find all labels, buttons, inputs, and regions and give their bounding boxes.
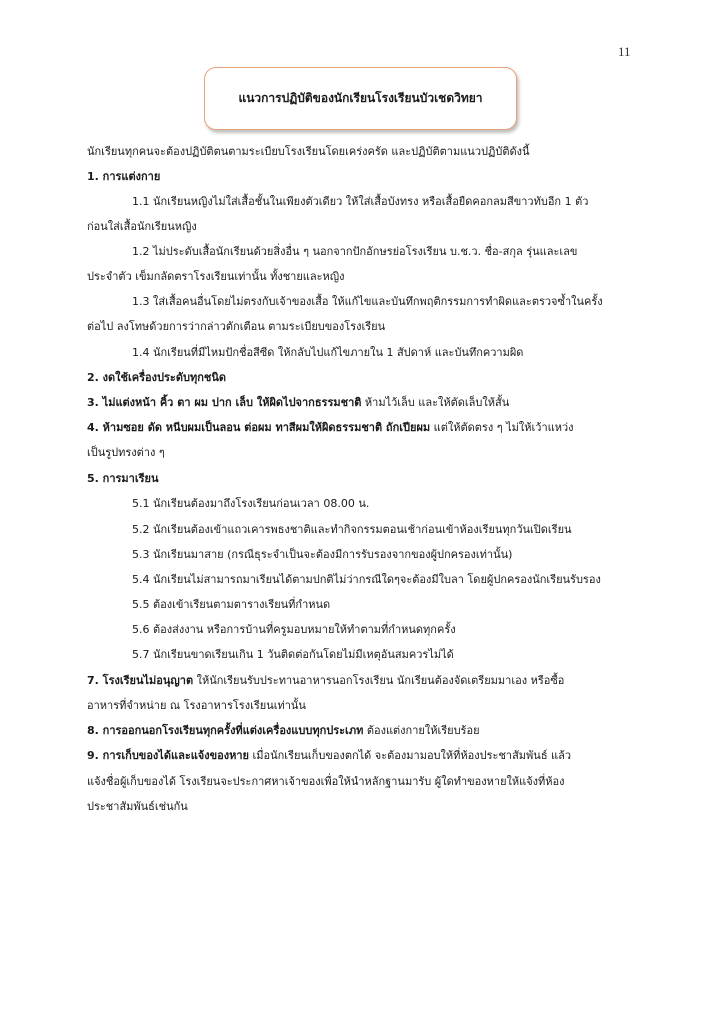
section-8-bold: 8. การออกนอกโรงเรียนทุกครั้งที่แต่งเครื่องแบบทุกประเภท xyxy=(87,724,364,737)
section-4-bold: 4. ห้ามซอย ดัด หนีบผมเป็นลอน ต่อผม ทาสีผมให้ผิดธรรมชาติ ถักเปียผม xyxy=(87,421,431,434)
section-9-bold: 9. การเก็บของได้และแจ้งของหาย xyxy=(87,749,249,762)
section-7-bold: 7. โรงเรียนไม่อนุญาต xyxy=(87,674,194,687)
section-7-line-2: อาหารที่จำหน่าย ณ โรงอาหารโรงเรียนเท่านั้น xyxy=(87,699,306,712)
title-box xyxy=(204,67,517,130)
section-1-heading xyxy=(87,167,160,185)
section-1-heading-text: 1. การแต่งกาย xyxy=(87,170,161,183)
page-title: แนวการปฏิบัติของนักเรียนโรงเรียนบัวเชดวิทยา xyxy=(238,91,483,105)
item-1-3-line-2: ต่อไป ลงโทษด้วยการว่ากล่าวตักเตือน ตามระเบียบของโรงเรียน xyxy=(87,320,386,333)
item-1-4: 1.4 นักเรียนที่มีไหมปักชื่อสีซีด ให้กลับไปแก้ไขภายใน 1 สัปดาห์ และบันทึกความผิด xyxy=(132,346,524,359)
item-1-2-line-1: 1.2 ไม่ประดับเสื้อนักเรียนด้วยสิ่งอื่น ๆ นอกจากปักอักษรย่อโรงเรียน บ.ช.ว. ชื่อ-สกุล รุ่นและเลข xyxy=(132,245,578,258)
section-5-heading-text: 5. การมาเรียน xyxy=(87,472,159,485)
section-3-bold: 3. ไม่แต่งหน้า คิ้ว ตา ผม ปาก เล็บ ให้ผิดไปจากธรรมชาติ xyxy=(87,396,362,409)
item-5-5: 5.5 ต้องเข้าเรียนตามตารางเรียนที่กำหนด xyxy=(132,598,331,611)
section-9-rest: เมื่อนักเรียนเก็บของตกได้ จะต้องมามอบให้ที่ห้องประชาสัมพันธ์ แล้ว xyxy=(249,749,572,762)
section-8 xyxy=(87,721,480,739)
item-1-3-line-1: 1.3 ใส่เสื้อคนอื่นโดยไม่ตรงกับเจ้าของเสื้อ ให้แก้ไขและบันทึกพฤติกรรมการทำผิดและตรวจซ้ำในครั้ง xyxy=(132,295,603,308)
section-2-heading xyxy=(87,368,226,386)
section-9-line-3: ประชาสัมพันธ์เช่นกัน xyxy=(87,800,188,813)
section-4-line-1 xyxy=(87,418,574,436)
section-2-heading-text: 2. งดใช้เครื่องประดับทุกชนิด xyxy=(87,371,226,384)
section-4-line-2: เป็นรูปทรงต่าง ๆ xyxy=(87,446,165,459)
item-5-7: 5.7 นักเรียนขาดเรียนเกิน 1 วันติดต่อกันโดยไม่มีเหตุอันสมควรไม่ได้ xyxy=(132,648,454,661)
item-1-2-line-2: ประจำตัว เข็มกลัดตราโรงเรียนเท่านั้น ทั้งชายและหญิง xyxy=(87,270,345,283)
section-3-rest: ห้ามไว้เล็บ และให้ตัดเล็บให้สั้น xyxy=(361,396,510,409)
section-7-line-1 xyxy=(87,671,564,689)
item-1-1-line-1: 1.1 นักเรียนหญิงไม่ใส่เสื้อชั้นในเพียงตัวเดียว ให้ใส่เสื้อบังทรง หรือเสื้อยืดคอกลมสีขาวทับอีก 1 ตัว xyxy=(132,195,589,208)
item-5-3: 5.3 นักเรียนมาสาย (กรณีธุระจำเป็นจะต้องมีการรับรองจากของผู้ปกครองเท่านั้น) xyxy=(132,548,513,561)
section-7-rest: ให้นักเรียนรับประทานอาหารนอกโรงเรียน นักเรียนต้องจัดเตรียมมาเอง หรือซื้อ xyxy=(193,674,565,687)
item-5-4: 5.4 นักเรียนไม่สามารถมาเรียนได้ตามปกติไม่ว่ากรณีใดๆจะต้องมีใบลา โดยผู้ปกครองนักเรียนรับรอง xyxy=(132,573,601,586)
page-number: 11 xyxy=(618,44,631,59)
item-5-2: 5.2 นักเรียนต้องเข้าแถวเคารพธงชาติและทำกิจกรรมตอนเช้าก่อนเข้าห้องเรียนทุกวันเปิดเรียน xyxy=(132,523,572,536)
section-9-line-2: แจ้งชื่อผู้เก็บของได้ โรงเรียนจะประกาศหาเจ้าของเพื่อให้นำหลักฐานมารับ ผู้ใดทำของหายให้แจ้งที่ห้อง xyxy=(87,775,565,788)
item-5-6: 5.6 ต้องส่งงาน หรือการบ้านที่ครูมอบหมายให้ทำตามที่กำหนดทุกครั้ง xyxy=(132,623,456,636)
section-8-rest: ต้องแต่งกายให้เรียบร้อย xyxy=(363,724,480,737)
section-5-heading xyxy=(87,469,158,487)
intro-text: นักเรียนทุกคนจะต้องปฏิบัติตนตามระเบียบโรงเรียนโดยเคร่งครัด และปฏิบัติตามแนวปฏิบัติดังนี้ xyxy=(87,145,530,158)
section-4-rest: แต่ให้ตัดตรง ๆ ไม่ให้เว้าแหว่ง xyxy=(430,421,574,434)
item-5-1: 5.1 นักเรียนต้องมาถึงโรงเรียนก่อนเวลา 08.00 น. xyxy=(132,497,370,510)
section-9-line-1 xyxy=(87,746,571,764)
section-3 xyxy=(87,393,509,411)
item-1-1-line-2: ก่อนใส่เสื้อนักเรียนหญิง xyxy=(87,220,197,233)
